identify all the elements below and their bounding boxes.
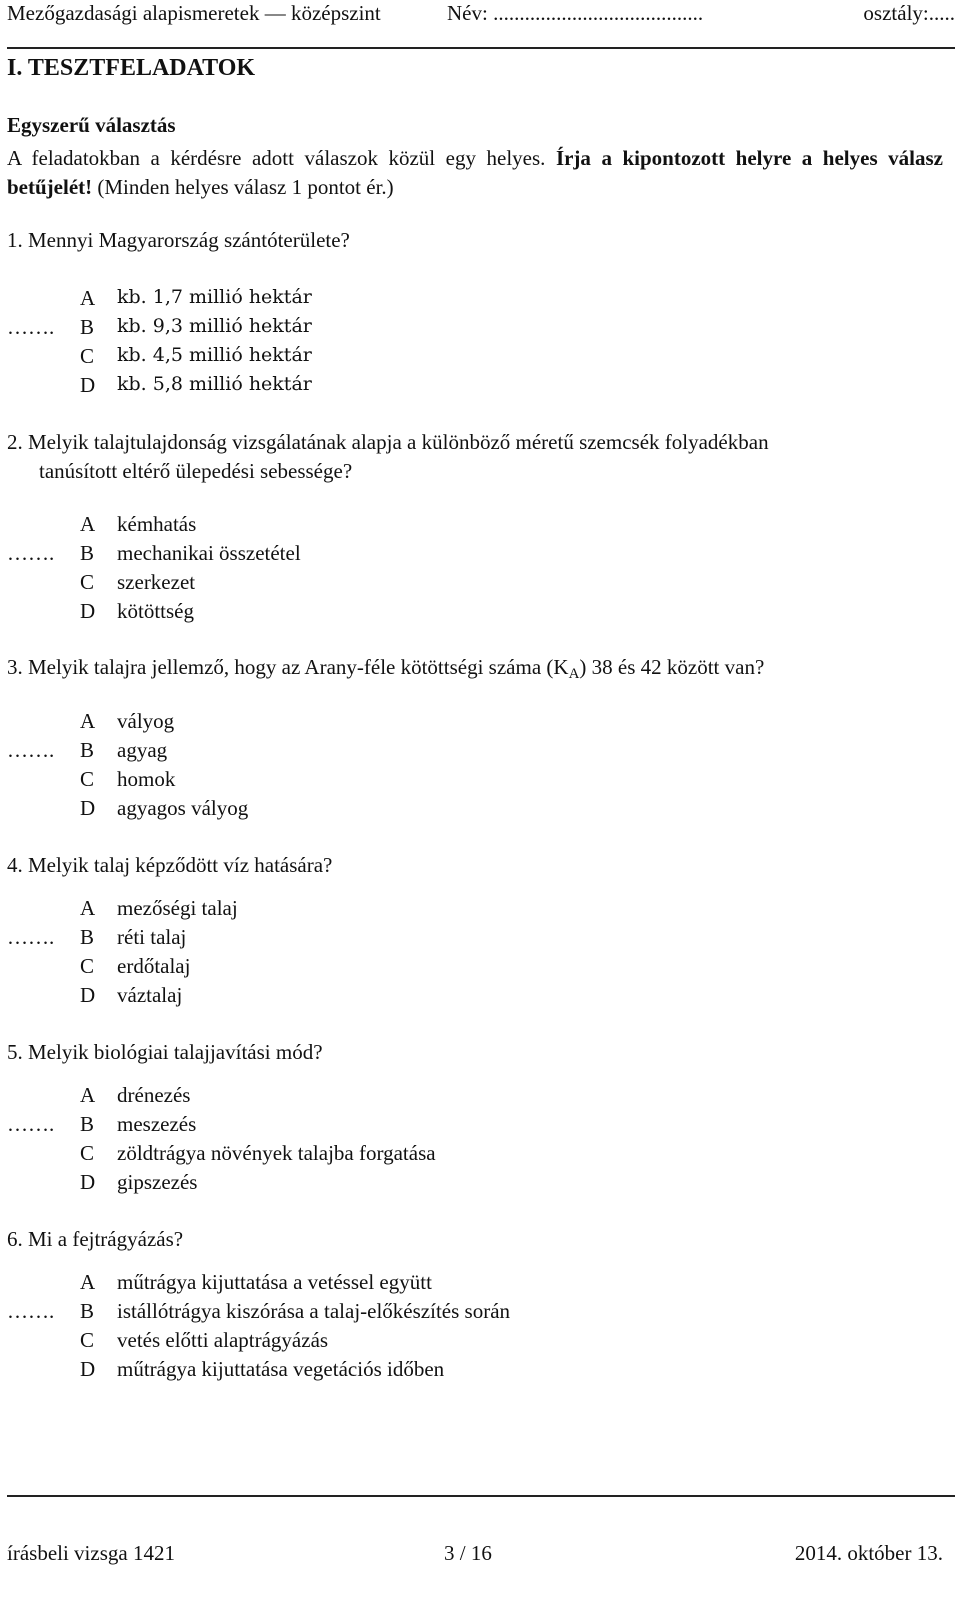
page-number: 3 / 16: [444, 1541, 492, 1565]
footer-divider: [7, 1495, 955, 1497]
question-6: 6. Mi a fejtrágyázás?: [7, 1227, 184, 1251]
answer-blank-5[interactable]: …….: [7, 1112, 55, 1136]
question-1: 1. Mennyi Magyarország szántóterülete?: [7, 228, 350, 252]
question-4: 4. Melyik talaj képződött víz hatására?: [7, 853, 333, 877]
instructions-text: A feladatokban a kérdésre adott válaszok közül egy helyes.: [7, 146, 556, 170]
exam-code: írásbeli vizsga 1421: [7, 1541, 175, 1565]
name-field: Név: ........................................: [447, 1, 704, 25]
question-3: [7, 655, 764, 683]
answer-blank-4[interactable]: …….: [7, 925, 55, 949]
exam-title: Mezőgazdasági alapismeretek — középszint: [7, 1, 381, 25]
answer-blank-6[interactable]: …….: [7, 1299, 55, 1323]
page-header: [7, 1, 955, 33]
question-3-text: 3. Melyik talajra jellemző, hogy az Arany-féle kötöttségi száma (K: [7, 655, 569, 679]
class-field: osztály:.....: [863, 1, 955, 25]
section-title: I. TESZTFELADATOK: [7, 55, 256, 81]
exam-date: 2014. október 13.: [794, 1541, 943, 1565]
instructions-bold: Írja a kipontozott helyre a helyes válasz betűjelét!: [7, 146, 943, 199]
question-5: 5. Melyik biológiai talajjavítási mód?: [7, 1040, 323, 1064]
header-divider: [7, 47, 955, 49]
subheading: Egyszerű választás: [7, 113, 176, 137]
question-2-line2: tanúsított eltérő ülepedési sebessége?: [39, 459, 353, 483]
answer-blank-1[interactable]: …….: [7, 315, 55, 339]
question-2: [7, 428, 947, 486]
instructions: [7, 144, 943, 202]
answer-blank-2[interactable]: …….: [7, 541, 55, 565]
question-3-text-end: ) 38 és 42 között van?: [579, 655, 765, 679]
answer-blank-3[interactable]: …….: [7, 738, 55, 762]
question-3-subscript: A: [568, 666, 580, 682]
question-2-line1: 2. Melyik talajtulajdonság vizsgálatának alapja a különböző méretű szemcsék folyadékban: [7, 430, 769, 454]
instructions-points: (Minden helyes válasz 1 pontot ér.): [92, 175, 394, 199]
